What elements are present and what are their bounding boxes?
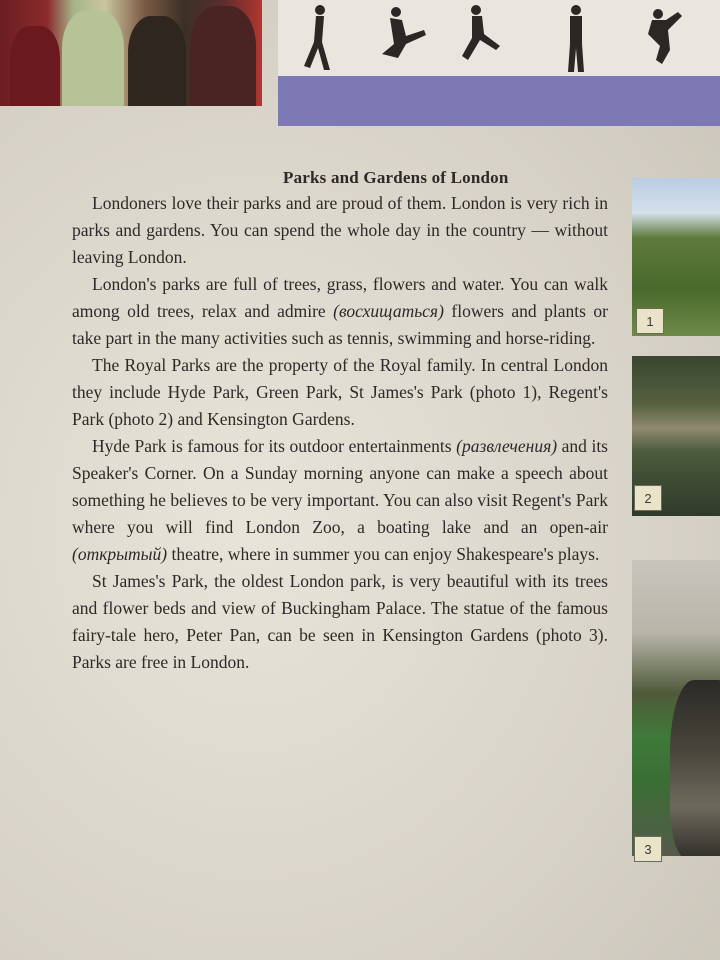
russian-gloss: (открытый) <box>72 544 168 564</box>
article-title: Parks and Gardens of London <box>283 168 509 187</box>
paragraph-text: The Royal Parks are the property of the Royal family. In central London they include Hyde Park, Green Park, St James's Park (photo 1), Regent's Park (photo 2) and Kensington Gardens. <box>72 355 608 429</box>
russian-gloss: (восхищаться) <box>333 301 444 321</box>
photo-number-badge: 2 <box>634 485 662 511</box>
top-photo-people <box>0 0 262 106</box>
photo-peter-pan-statue <box>632 560 720 856</box>
paragraph-text: Hyde Park is famous for its outdoor entertainments <box>92 436 457 456</box>
paragraph-4 <box>72 433 608 568</box>
paragraph-text: Londoners love their parks and are proud of them. London is very rich in parks and gardens. You can spend the whole day in the country — without leaving London. <box>72 193 608 267</box>
statue-shape <box>670 680 720 856</box>
top-photo-dancers <box>278 0 720 76</box>
dancers-silhouettes <box>278 0 720 76</box>
photo-number-badge: 3 <box>634 836 662 862</box>
paragraph-text: theatre, where in summer you can enjoy Shakespeare's plays. <box>167 544 600 564</box>
russian-gloss: (развлечения) <box>456 436 558 456</box>
paragraph-text: flowers and plants or take part in the many activities such as tennis, swimming and horse-riding. <box>72 301 608 348</box>
paragraph-5 <box>72 568 608 676</box>
photo-number-badge: 1 <box>636 308 664 334</box>
paragraph-text: and its Speaker's Corner. On a Sunday morning anyone can make a speech about something he believes to be very important. You can also visit Regent's Park where you will find London Zoo, a boating lake and an open-air <box>72 436 608 537</box>
paragraph-2 <box>72 271 608 352</box>
paragraph-text: St James's Park, the oldest London park, is very beautiful with its trees and flower beds and view of Buckingham Palace. The statue of the famous fairy-tale hero, Peter Pan, can be seen in Kensington Gardens (photo 3). Parks are free in London. <box>72 571 608 672</box>
section-banner <box>278 76 720 126</box>
paragraph-1 <box>72 190 608 271</box>
paragraph-3 <box>72 352 608 433</box>
article-body <box>72 190 608 676</box>
paragraph-text: London's parks are full of trees, grass, flowers and water. You can walk among old trees, relax and admire <box>72 274 608 321</box>
